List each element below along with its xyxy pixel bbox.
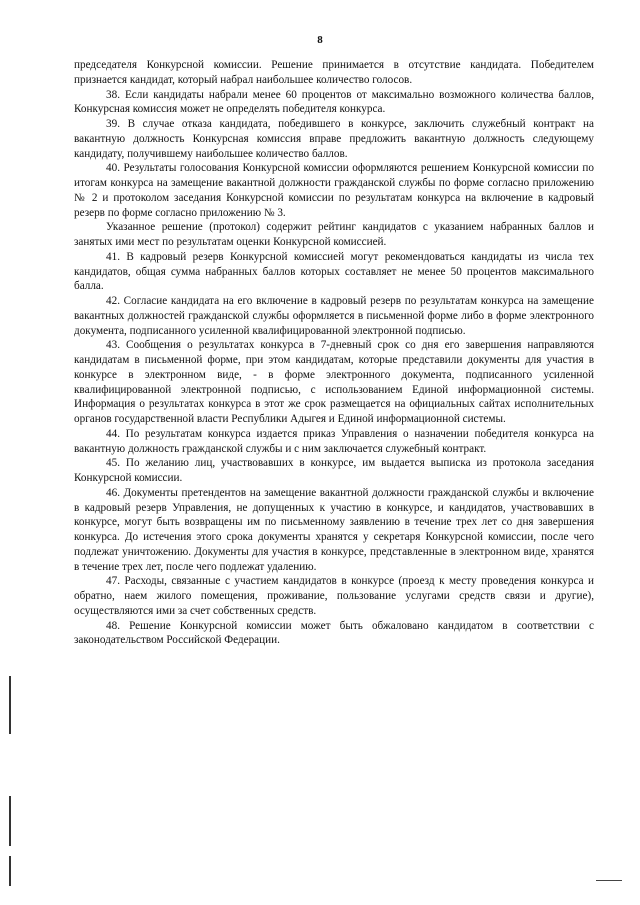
paragraph-44: 44. По результатам конкурса издается приказ Управления о назначении победителя конкурса на вакантную должность гражданской службы и с ним заключается служебный контракт. bbox=[74, 427, 594, 455]
paragraph-continuation: председателя Конкурсной комиссии. Решение принимается в отсутствие кандидата. Победителем признается кандидат, который набрал наибольшее количество голосов. bbox=[74, 59, 594, 86]
paragraph-43: 43. Сообщения о результатах конкурса в 7-дневный срок со дня его завершения направляются кандидатам в письменной форме, при этом кандидатам, которые представили документы для участия в конкурсе в электронном виде, - в форме электронного документа, подписанного усиленной квалифицированной электронной подписью, с использованием Единой информационной системы. Информация о результатах конкурса в этот же срок размещается на официальных сайтах исполнительных органов государственной власти Республики Адыгея и Единой информационной системы. bbox=[74, 339, 594, 425]
paragraph-42: 42. Согласие кандидата на его включение в кадровый резерв по результатам конкурса на замещение вакантных должностей гражданской службы оформляется в письменной форме либо в форме электронного документа, подписанного усиленной квалифицированной электронной подписью. bbox=[74, 295, 594, 337]
document-body bbox=[74, 58, 594, 648]
paragraph-48: 48. Решение Конкурсной комиссии может быть обжаловано кандидатом в соответствии с законодательством Российской Федерации. bbox=[74, 619, 594, 647]
paragraph-46: 46. Документы претендентов на замещение вакантной должности гражданской службы и включение в кадровый резерв Управления, не допущенных к участию в конкурсе, и кандидатов, участвовавших в конкурсе, могут быть возвращены им по письменному заявлению в течение трех лет со дня завершения конкурса. До истечения этого срока документы хранятся у секретаря Конкурсной комиссии, после чего подлежат уничтожению. Документы для участия в конкурсе, представленные в электронном виде, хранятся в течение трех лет, после чего подлежат удалению. bbox=[74, 486, 594, 573]
scan-margin-mark bbox=[9, 856, 11, 886]
paragraph-47: 47. Расходы, связанные с участием кандидатов в конкурсе (проезд к месту проведения конкурса и обратно, наем жилого помещения, проживание, пользование услугами средств связи и другие), осуществляются ими за счет собственных средств. bbox=[74, 575, 594, 617]
page-number: 8 bbox=[317, 34, 323, 46]
paragraph-38: 38. Если кандидаты набрали менее 60 процентов от максимально возможного количества баллов, Конкурсная комиссия может не определять победителя конкурса. bbox=[74, 88, 594, 116]
paragraph-40: 40. Результаты голосования Конкурсной комиссии оформляются решением Конкурсной комиссии по итогам конкурса на замещение вакантной должности гражданской службы по форме согласно приложению № 2 и протоколом заседания Конкурсной комиссии по результатам конкурса на включение в кадровый резерв по форме согласно приложению № 3. bbox=[74, 162, 594, 219]
paragraph-45: 45. По желанию лиц, участвовавших в конкурсе, им выдается выписка из протокола заседания Конкурсной комиссии. bbox=[74, 457, 594, 484]
paragraph-39: 39. В случае отказа кандидата, победившего в конкурсе, заключить служебный контракт на вакантную должность Конкурсная комиссия вправе предложить вакантную должность следующему кандидату, получившему наибольшее количество баллов. bbox=[74, 118, 594, 160]
paragraph-40-note: Указанное решение (протокол) содержит рейтинг кандидатов с указанием набранных баллов и занятых ими мест по результатам оценки Конкурсной комиссией. bbox=[74, 221, 594, 248]
paragraph-41: 41. В кадровый резерв Конкурсной комиссией могут рекомендоваться кандидаты из числа тех кандидатов, общая сумма набранных баллов которых составляет не менее 50 процентов максимального балла. bbox=[74, 250, 594, 293]
scan-corner-mark bbox=[596, 880, 622, 881]
scan-margin-mark bbox=[9, 676, 11, 734]
scan-margin-mark bbox=[9, 796, 11, 846]
